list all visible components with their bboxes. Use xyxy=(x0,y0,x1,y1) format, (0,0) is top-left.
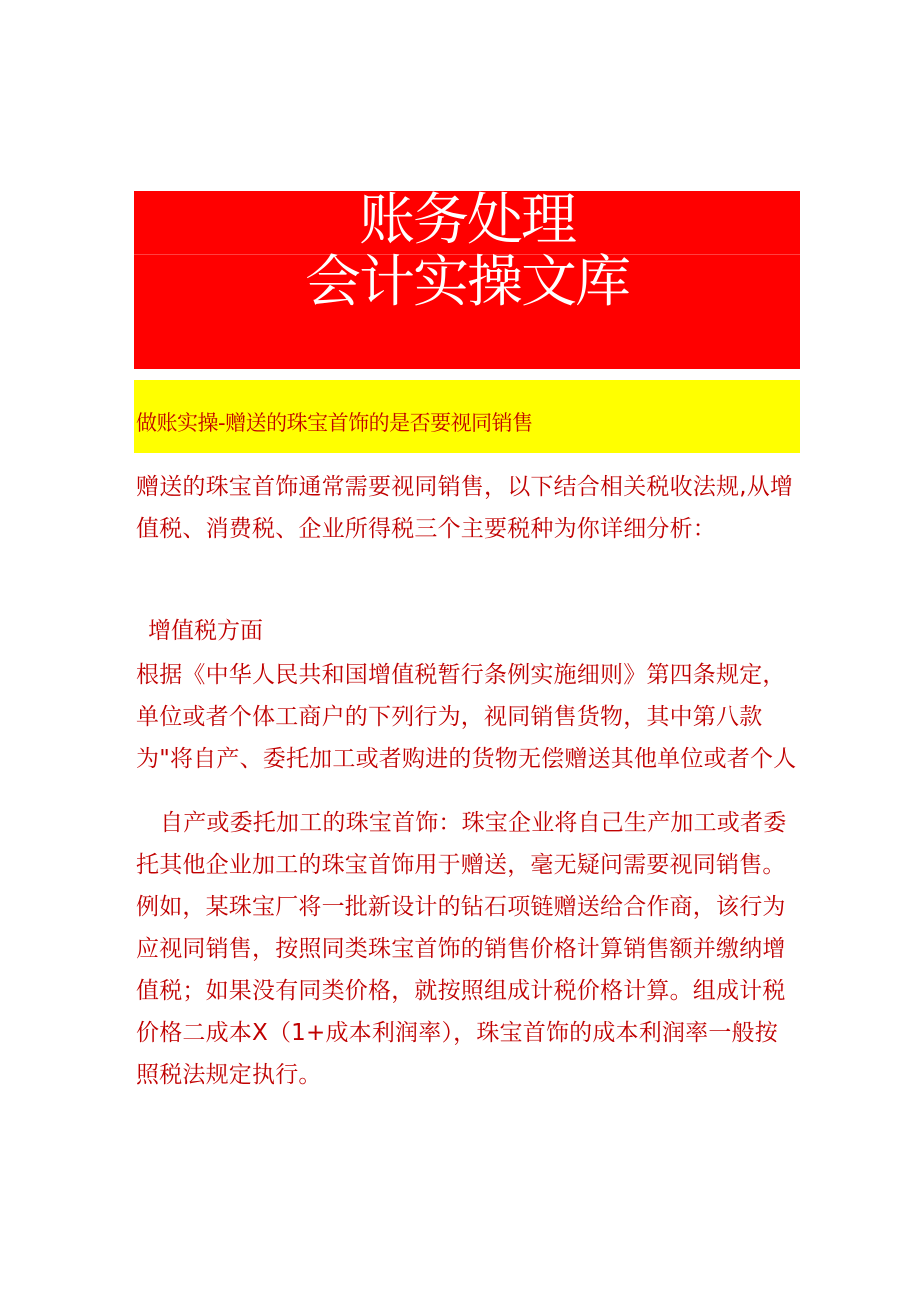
self-made-paragraph: 自产或委托加工的珠宝首饰：珠宝企业将自己生产加工或者委托其他企业加工的珠宝首饰用于赠送，毫无疑问需要视同销售。例如，某珠宝厂将一批新设计的钻石项链赠送给合作商，该行为应视同销售，按照同类珠宝首饰的销售价格计算销售额并缴纳增值税；如果没有同类价格，就按照组成计税价格计算。组成计税价格二成本X（1+成本利润率），珠宝首饰的成本利润率一般按照税法规定执行。 xyxy=(136,810,787,1088)
intro-paragraph: 赠送的珠宝首饰通常需要视同销售，以下结合相关税收法规,从增值税、消费税、企业所得税三个主要税种为你详细分析： xyxy=(136,474,794,542)
subtitle-text: 做账实操-赠送的珠宝首饰的是否要视同销售 xyxy=(136,411,533,435)
vat-rule-paragraph: 根据《中华人民共和国增值税暂行条例实施细则》第四条规定，单位或者个体工商户的下列行为，视同销售货物，其中第八款为"将自产、委托加工或者购进的货物无偿赠送其他单位或者个人 xyxy=(136,662,797,772)
vat-heading: 增值税方面 xyxy=(148,618,263,644)
banner-title-line1: 账务处理 xyxy=(359,188,575,253)
title-banner xyxy=(134,188,800,369)
banner-title-line2: 会计实操文库 xyxy=(305,250,629,315)
subtitle-bar xyxy=(134,380,800,453)
